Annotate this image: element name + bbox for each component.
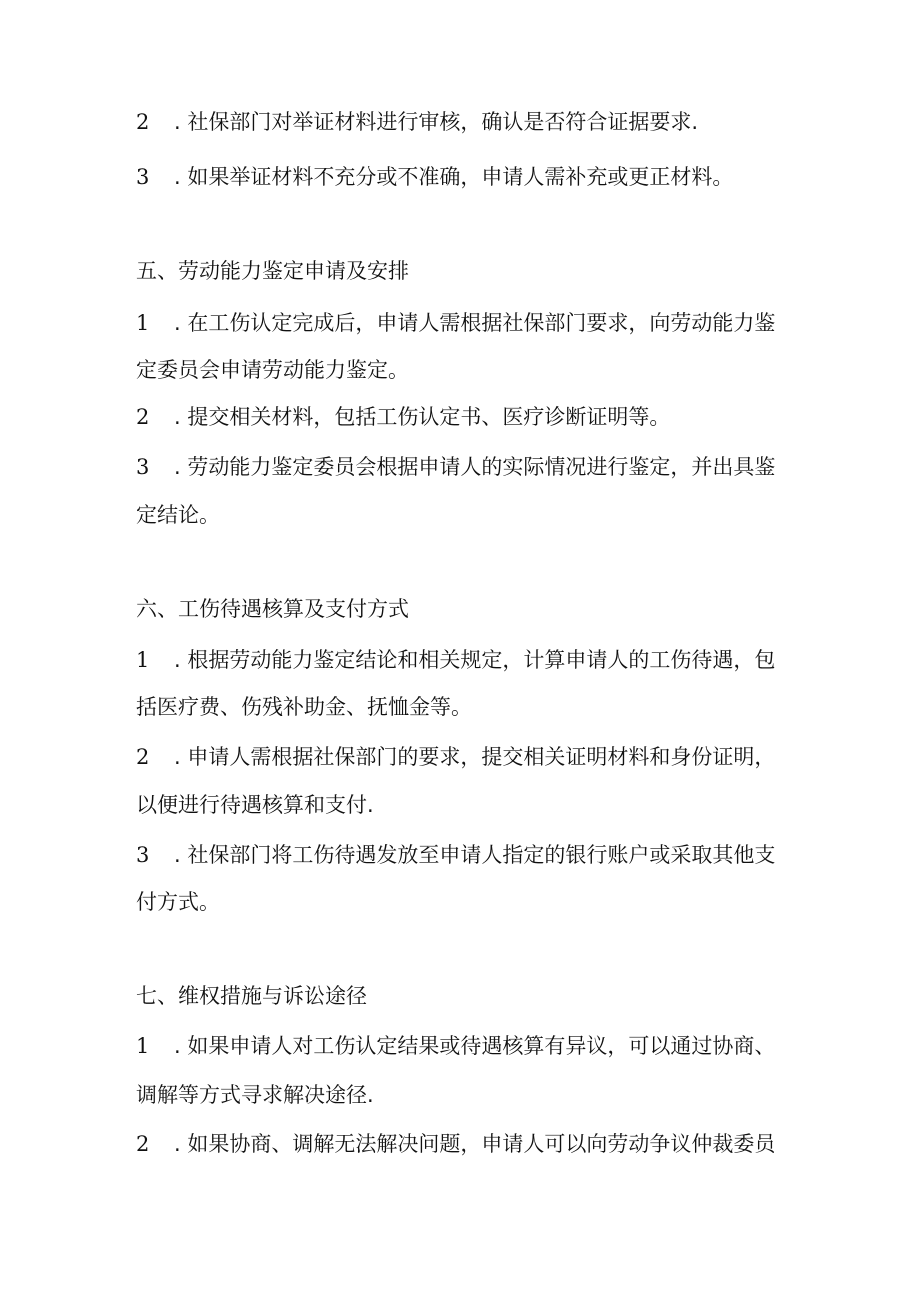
paragraph-line-continuation: 括医疗费、伤残补助金、抚恤金等。 — [136, 695, 472, 719]
section-heading-7: 七、维权措施与诉讼途径 — [136, 984, 367, 1008]
paragraph-line-continuation: 定委员会申请劳动能力鉴定。 — [136, 358, 409, 382]
item-number: 1 — [136, 1034, 150, 1058]
item-number: 2 — [136, 745, 150, 769]
item-number: 3 — [136, 843, 150, 867]
paragraph-line — [136, 452, 796, 482]
paragraph-line-continuation: 以便进行待遇核算和支付. — [136, 793, 374, 817]
section-heading-6: 六、工伤待遇核算及支付方式 — [136, 597, 409, 621]
item-number: 2 — [136, 110, 150, 134]
line-text: . 在工伤认定完成后，申请人需根据社保部门要求，向劳动能力鉴 — [174, 311, 776, 335]
paragraph-line — [136, 1031, 796, 1061]
paragraph-line — [136, 1129, 796, 1159]
line-text: . 社保部门将工伤待遇发放至申请人指定的银行账户或采取其他支 — [174, 843, 776, 867]
line-text: . 如果申请人对工伤认定结果或待遇核算有异议，可以通过协商、 — [174, 1034, 776, 1058]
paragraph-line — [136, 308, 796, 338]
item-number: 3 — [136, 455, 150, 479]
line-text: . 根据劳动能力鉴定结论和相关规定，计算申请人的工伤待遇，包 — [174, 648, 776, 672]
line-text: . 如果举证材料不充分或不准确，申请人需补充或更正材料。 — [174, 165, 734, 189]
paragraph-line-continuation: 调解等方式寻求解决途径. — [136, 1083, 374, 1107]
item-number: 2 — [136, 405, 150, 429]
paragraph-line-continuation: 定结论。 — [136, 503, 220, 527]
paragraph-line — [136, 742, 796, 772]
line-text: . 提交相关材料，包括工伤认定书、医疗诊断证明等。 — [174, 405, 671, 429]
line-text: . 如果协商、调解无法解决问题，申请人可以向劳动争议仲裁委员 — [174, 1132, 776, 1156]
paragraph-line — [136, 840, 796, 870]
line-text: . 申请人需根据社保部门的要求，提交相关证明材料和身份证明， — [174, 745, 776, 769]
section-heading-5: 五、劳动能力鉴定申请及安排 — [136, 259, 409, 283]
item-number: 2 — [136, 1132, 150, 1156]
line-text: . 劳动能力鉴定委员会根据申请人的实际情况进行鉴定，并出具鉴 — [174, 455, 776, 479]
paragraph-line — [136, 645, 796, 675]
item-number: 3 — [136, 165, 150, 189]
paragraph-line-continuation: 付方式。 — [136, 890, 220, 914]
item-number: 1 — [136, 648, 150, 672]
paragraph-line — [136, 402, 796, 432]
line-text: . 社保部门对举证材料进行审核，确认是否符合证据要求. — [174, 110, 699, 134]
item-number: 1 — [136, 311, 150, 335]
paragraph-line — [136, 107, 796, 137]
paragraph-line — [136, 162, 796, 192]
